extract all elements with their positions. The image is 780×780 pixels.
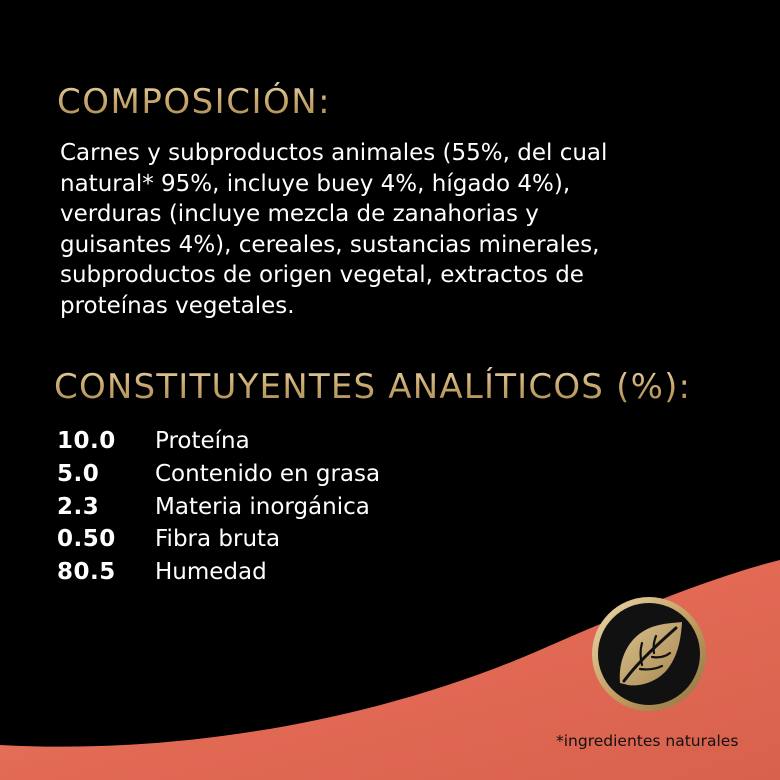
analytics-table bbox=[57, 425, 380, 588]
analytics-label: Humedad bbox=[155, 559, 267, 586]
analytics-row bbox=[57, 523, 380, 556]
analytics-label: Fibra bruta bbox=[155, 526, 281, 553]
analytics-value: 80.5 bbox=[57, 559, 116, 586]
analytics-heading: CONSTITUYENTES ANALÍTICOS (%): bbox=[54, 367, 692, 407]
composition-heading: COMPOSICIÓN: bbox=[57, 82, 332, 122]
analytics-label: Materia inorgánica bbox=[155, 493, 370, 520]
composition-text bbox=[60, 138, 740, 321]
composition-line: guisantes 4%), cereales, sustancias minerales, bbox=[60, 231, 600, 258]
composition-line: verduras (incluye mezcla de zanahorias y bbox=[60, 201, 539, 227]
composition-line: proteínas vegetales. bbox=[60, 292, 295, 319]
composition-line: Carnes y subproductos animales (55%, del cual bbox=[60, 140, 608, 166]
analytics-row bbox=[57, 425, 380, 458]
analytics-value: 5.0 bbox=[57, 461, 100, 488]
footnote: *ingredientes naturales bbox=[556, 732, 739, 750]
analytics-value: 0.50 bbox=[57, 526, 116, 553]
leaf-icon bbox=[590, 595, 708, 713]
analytics-value: 10.0 bbox=[57, 428, 116, 455]
analytics-label: Contenido en grasa bbox=[155, 461, 381, 488]
composition-line: subproductos de origen vegetal, extractos de bbox=[60, 262, 584, 288]
analytics-row bbox=[57, 458, 380, 491]
analytics-value: 2.3 bbox=[57, 493, 100, 520]
analytics-label: Proteína bbox=[155, 428, 250, 455]
analytics-row bbox=[57, 490, 380, 523]
composition-line: natural* 95%, incluye buey 4%, hígado 4%), bbox=[60, 170, 571, 197]
analytics-row bbox=[57, 556, 380, 589]
